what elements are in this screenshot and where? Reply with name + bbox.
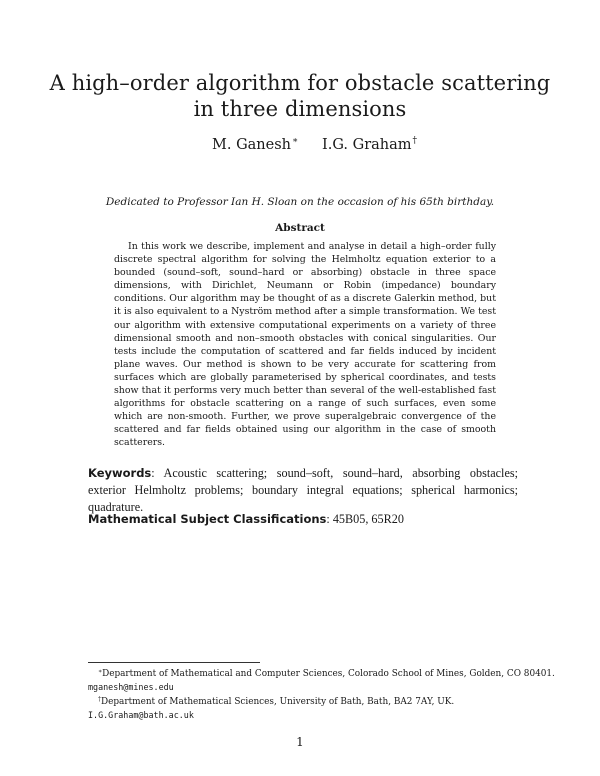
page-number: 1 [296,735,304,749]
footnotes [88,666,555,722]
footnote-1 [88,666,555,681]
author-list [0,136,600,156]
author-name: M. Ganesh [212,137,291,153]
author-name: I.G. Graham [322,137,412,153]
keywords [88,465,518,516]
footnote-mark: † [98,696,101,704]
keywords-label: Keywords [88,466,152,480]
keywords-text: : Acoustic scattering; sound–soft, sound–hard, absorbing obstacles; exterior Helmholtz problems; boundary integral equations; spherical harmonics; quadrature. [88,466,518,514]
footnote-rule [88,662,260,663]
footnote-2-email[interactable] [88,709,528,723]
email-address[interactable]: mganesh@mines.edu [88,681,174,692]
author-graham [322,136,417,153]
footnote-text: Department of Mathematical Sciences, University of Bath, Bath, BA2 7AY, UK. [101,697,455,708]
msc-codes: : 45B05, 65R20 [326,512,404,526]
footnote-1-email[interactable] [88,681,528,695]
email-address[interactable]: I.G.Graham@bath.ac.uk [88,709,194,720]
footnote-text: Department of Mathematical and Computer Sciences, Colorado School of Mines, Golden, CO 80401. [102,669,555,679]
footnote-mark: ∗ [98,668,103,675]
author-footnote-mark[interactable]: † [412,136,418,146]
paper-title-line-2: in three dimensions [193,97,407,121]
footnote-2 [88,694,528,709]
msc-label: Mathematical Subject Classifications [88,512,327,526]
subject-classifications [88,511,518,528]
abstract-heading: Abstract [275,222,325,234]
paper-title-line-1: A high–order algorithm for obstacle scattering [49,71,551,95]
abstract-body: In this work we describe, implement and analyse in detail a high–order fully discrete spectral algorithm for solving the Helmholtz equation exterior to a bounded (sound–soft, sound–hard or absorbing) obstacle in three space dimensions, with Dirichlet, Neumann or Robin (impedance) boundary conditions. Our algorithm may be thought of as a discrete Galerkin method, but it is also equivalent to a Nyström method after a simple transformation. We test our algorithm with extensive computational experiments on a variety of three dimensional smooth and non–smooth obstacles with conical singularities. Our tests include the computation of scattered and far fields induced by incident plane waves. Our method is shown to be very accurate for scattering from surfaces which are globally parameterised by spherical coordinates, and tests show that it performs very much better than several of the well-established fast algorithms for obstacle scattering on a range of such surfaces, even some which are non-smooth. Further, we prove superalgebraic convergence of the scattered and far fields obtained using our algorithm in the case of smooth scatterers. [114,241,496,449]
dedication: Dedicated to Professor Ian H. Sloan on the occasion of his 65th birthday. [105,196,495,208]
author-footnote-mark[interactable]: ∗ [292,136,299,146]
author-ganesh [212,136,298,153]
